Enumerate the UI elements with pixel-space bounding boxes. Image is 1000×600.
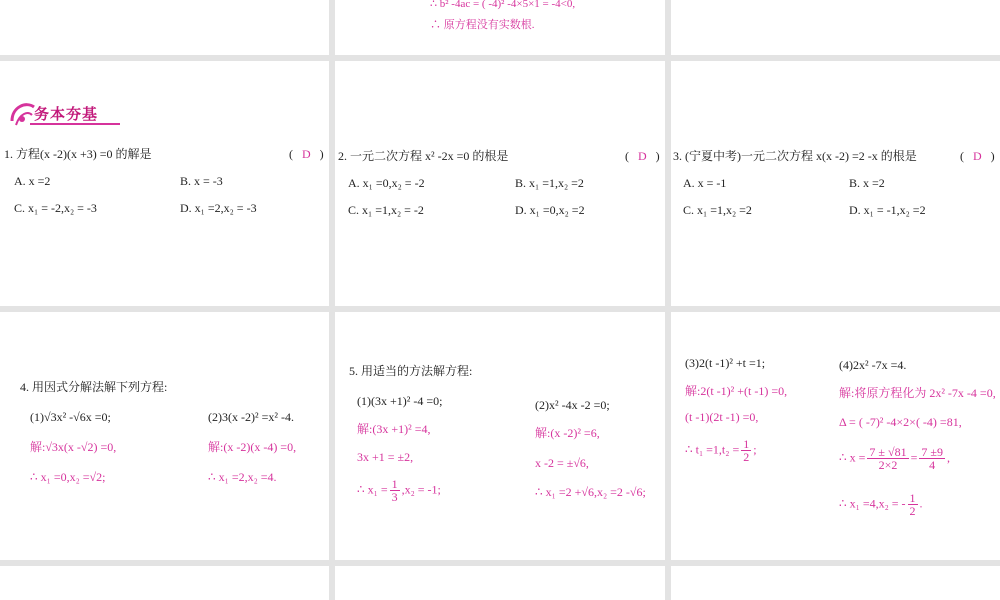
q3-option-a: A. x = -1 <box>683 176 727 190</box>
panel-q5-part1-2 <box>335 312 665 560</box>
q5-part3-fraction <box>741 438 751 463</box>
q1-stem: 1. 方程(x -2)(x +3) =0 的解是 <box>4 147 152 161</box>
q5-part4-frac1-den: 2×2 <box>878 458 898 472</box>
panel-q5-part3-4 <box>671 312 1000 560</box>
q5-part3-step3-pre: ∴ t₁ =1,t₂ = <box>685 442 740 457</box>
q1-option-a: A. x =2 <box>14 174 51 188</box>
q3-answer: D <box>973 149 982 163</box>
panel-bottom-left <box>0 566 329 600</box>
q5-part4-fraction-2 <box>919 446 945 471</box>
q2-answer: D <box>638 149 647 163</box>
panel-top-middle <box>335 0 665 55</box>
panel-q4 <box>0 312 329 560</box>
logo-underline <box>30 123 120 125</box>
q5-part1-step1: 解:(3x +1)² =4, <box>357 422 431 436</box>
q5-part4-frac3-num: 1 <box>909 491 916 505</box>
q5-part4-step4-post: . <box>919 496 923 511</box>
q5-part3-step2: (t -1)(2t -1) =0, <box>685 410 759 424</box>
q4-part1: (1)√3x² -√6x =0; <box>30 410 111 424</box>
panel-q3 <box>671 61 1000 306</box>
q4-part1-step1: 解:√3x(x -√2) =0, <box>30 440 117 454</box>
q5-part4-fraction-1 <box>867 446 908 471</box>
q3-stem: 3. (宁夏中考)一元二次方程 x(x -2) =2 -x 的根是 <box>673 149 917 163</box>
q4-part2-step2: ∴ x₁ =2,x₂ =4. <box>208 470 277 484</box>
q5-part4-step2: Δ = ( -7)² -4×2×( -4) =81, <box>839 415 962 429</box>
q4-part2-step1: 解:(x -2)(x -4) =0, <box>208 440 297 454</box>
q5-part3: (3)2(t -1)² +t =1; <box>685 356 766 370</box>
q1-option-b: B. x = -3 <box>180 174 223 188</box>
q4-part2: (2)3(x -2)² =x² -4. <box>208 410 294 424</box>
q5-part2-step1: 解:(x -2)² =6, <box>535 426 600 440</box>
q5-part4-step3-post: , <box>946 450 950 465</box>
panel-q2 <box>335 61 665 306</box>
q5-part1-step2: 3x +1 = ±2, <box>357 450 414 464</box>
q5-part3-frac-num: 1 <box>743 437 750 451</box>
q4-part1-step2: ∴ x₁ =0,x₂ =√2; <box>30 470 106 484</box>
q5-part4-step4 <box>839 492 923 517</box>
q5-part1-fraction <box>390 478 400 503</box>
q5-part4-frac1-num: 7 ± √81 <box>869 445 907 459</box>
q5-part4-step3-pre: ∴ x = <box>839 450 866 465</box>
q2-option-b: B. x₁ =1,x₂ =2 <box>515 176 584 190</box>
q5-part1-frac-den: 3 <box>391 490 398 504</box>
section-logo <box>8 99 118 131</box>
section-logo-text: 务本夯基 <box>34 106 99 123</box>
q5-part2-step3: ∴ x₁ =2 +√6,x₂ =2 -√6; <box>535 485 646 499</box>
q5-part4-fraction-3 <box>908 492 918 517</box>
q1-option-d: D. x₁ =2,x₂ = -3 <box>180 201 257 215</box>
q5-part4-step3-eq: = <box>910 450 918 465</box>
q5-part1-step3 <box>357 478 441 503</box>
q2-option-c: C. x₁ =1,x₂ = -2 <box>348 203 424 217</box>
q5-part1-step3-pre: ∴ x₁ = <box>357 482 388 497</box>
q5-part4-step1: 解:将原方程化为 2x² -7x -4 =0, <box>839 386 996 400</box>
q5-part2-step2: x -2 = ±√6, <box>535 456 589 470</box>
panel-bottom-middle <box>335 566 665 600</box>
q3-option-b: B. x =2 <box>849 176 885 190</box>
panel-top-right <box>671 0 1000 55</box>
q1-option-c: C. x₁ = -2,x₂ = -3 <box>14 201 97 215</box>
q5-part3-step3-post: ; <box>753 442 757 457</box>
q5-part2: (2)x² -4x -2 =0; <box>535 398 610 412</box>
q3-answer-bracket: ( D ) <box>960 149 995 163</box>
q5-part3-step3 <box>685 438 757 463</box>
q5-part4-step3 <box>839 446 950 471</box>
q5-stem: 5. 用适当的方法解方程: <box>349 364 473 378</box>
q5-part1-step3-post: ,x₂ = -1; <box>401 482 441 497</box>
q5-part4-frac2-num: 7 ±9 <box>921 445 943 459</box>
q5-part1-frac-num: 1 <box>391 477 398 491</box>
q2-stem: 2. 一元二次方程 x² -2x =0 的根是 <box>338 149 509 163</box>
panel-top-left <box>0 0 329 55</box>
q1-answer: D <box>302 147 311 161</box>
panel-bottom-right <box>671 566 1000 600</box>
q5-part4-frac3-den: 2 <box>909 504 916 518</box>
q2-option-d: D. x₁ =0,x₂ =2 <box>515 203 585 217</box>
solution-calc-line: ∴ b² -4ac = ( -4)² -4×5×1 = -4<0, <box>430 0 576 10</box>
q5-part3-frac-den: 2 <box>743 450 750 464</box>
q3-option-d: D. x₁ = -1,x₂ =2 <box>849 203 926 217</box>
q5-part1: (1)(3x +1)² -4 =0; <box>357 394 443 408</box>
q5-part4: (4)2x² -7x =4. <box>839 358 907 372</box>
q4-stem: 4. 用因式分解法解下列方程: <box>20 380 168 394</box>
q5-part3-step1: 解:2(t -1)² +(t -1) =0, <box>685 384 788 398</box>
q5-part4-step4-pre: ∴ x₁ =4,x₂ = - <box>839 496 906 511</box>
q2-answer-bracket: ( D ) <box>625 149 660 163</box>
q5-part4-frac2-den: 4 <box>929 458 936 472</box>
panel-q1 <box>0 61 329 306</box>
q1-answer-bracket: ( D ) <box>289 147 324 161</box>
q3-option-c: C. x₁ =1,x₂ =2 <box>683 203 752 217</box>
q2-option-a: A. x₁ =0,x₂ = -2 <box>348 176 425 190</box>
solution-conclusion: ∴ 原方程没有实数根. <box>430 19 535 31</box>
